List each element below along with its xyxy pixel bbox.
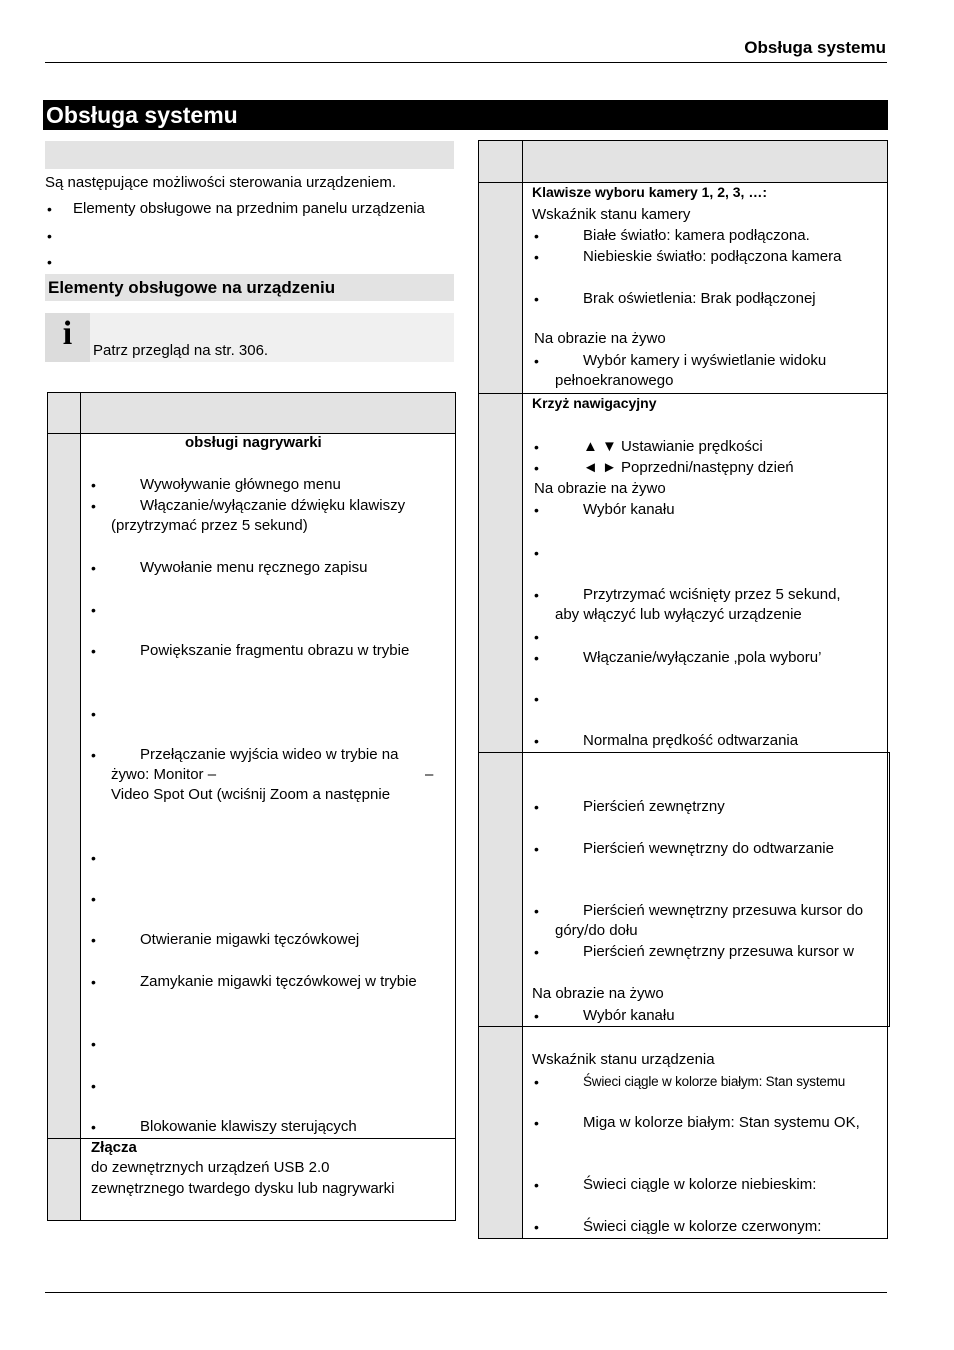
left-row1-title: obsługi nagrywarki: [185, 434, 322, 451]
right-row4-item2: Miga w kolorze białym: Stan systemu OK,: [583, 1114, 860, 1131]
right-row1-status: Wskaźnik stanu kamery: [532, 206, 691, 223]
bullet-dot: •: [534, 439, 539, 455]
left-row1-item7a: Przełączanie wyjścia wideo w trybie na: [140, 746, 399, 763]
bullet-dot: •: [91, 1119, 96, 1135]
bullet-dot: •: [534, 691, 539, 707]
right-table-header: [479, 141, 887, 182]
bullet-dot: •: [91, 850, 96, 866]
left-row1-item11: Zamykanie migawki tęczówkowej w trybie: [140, 973, 417, 990]
bullet-dot: •: [91, 932, 96, 948]
right-row2-item5b: aby włączyć lub wyłączyć urządzenie: [555, 606, 802, 623]
right-row3-item1: Pierścień zewnętrzny: [583, 798, 725, 815]
intro-bullet-1: Elementy obsługowe na przednim panelu urządzenia: [73, 200, 425, 217]
right-row2-title: Krzyż nawigacyjny: [532, 395, 657, 411]
right-row3-item3a: Pierścień wewnętrzny przesuwa kursor do: [583, 902, 864, 919]
right-row1-item1: Białe światło: kamera podłączona.: [583, 227, 810, 244]
bullet-dot: •: [534, 1115, 539, 1131]
bullet-dot: •: [91, 974, 96, 990]
left-row1-item3: Wywołanie menu ręcznego zapisu: [140, 559, 368, 576]
right-row3-item2: Pierścień wewnętrzny do odtwarzanie: [583, 840, 834, 857]
bullet-dot: •: [534, 545, 539, 561]
bullet-dot: •: [534, 460, 539, 476]
right-row3-item4: Pierścień zewnętrzny przesuwa kursor w: [583, 943, 854, 960]
right-row4-status: Wskaźnik stanu urządzenia: [532, 1051, 715, 1068]
right-row3-live: Na obrazie na żywo: [532, 985, 664, 1002]
right-row1-item4b: pełnoekranowego: [555, 372, 674, 389]
right-row2-item7: Włączanie/wyłączanie ‚pola wyboru’: [583, 649, 822, 666]
bullet-dot: •: [91, 498, 96, 514]
bullet-dot: •: [534, 650, 539, 666]
right-row2-item5a: Przytrzymać wciśnięty przez 5 sekund,: [583, 586, 841, 603]
right-row2-item2: ◄ ► Poprzedni/następny dzień: [583, 459, 794, 476]
left-row1-item7c: –: [425, 766, 434, 783]
bullet-dot: •: [91, 1078, 96, 1094]
bullet-dot: •: [47, 201, 52, 217]
bullet-dot: •: [534, 502, 539, 518]
intro-text: Są następujące możliwości sterowania urządzeniem.: [45, 174, 397, 191]
bullet-dot: •: [91, 1036, 96, 1052]
grey-heading-bar: [45, 141, 454, 169]
left-table-number-column: [48, 433, 80, 1220]
section-title: Obsługa systemu: [43, 100, 888, 130]
right-row2-live: Na obrazie na żywo: [534, 480, 666, 497]
right-row3-item5: Wybór kanału: [583, 1007, 675, 1024]
bullet-dot: •: [534, 799, 539, 815]
right-row4-item3: Świeci ciągle w kolorze niebieskim:: [583, 1176, 817, 1193]
left-row1-item1: Wywoływanie głównego menu: [140, 476, 341, 493]
bullet-dot: •: [91, 560, 96, 576]
right-row2-item3: Wybór kanału: [583, 501, 675, 518]
right-row1-item3: Brak oświetlenia: Brak podłączonej: [583, 290, 816, 307]
right-row2-item9: Normalna prędkość odtwarzania: [583, 732, 799, 749]
left-row2-line2: zewnętrznego twardego dysku lub nagrywarki: [91, 1180, 395, 1197]
bullet-dot: •: [534, 291, 539, 307]
bullet-dot: •: [534, 1074, 539, 1090]
right-row1-live: Na obrazie na żywo: [534, 330, 666, 347]
bullet-dot: •: [534, 841, 539, 857]
bullet-dot: •: [91, 602, 96, 618]
bullet-dot: •: [534, 587, 539, 603]
left-row1-item7b: żywo: Monitor –: [111, 766, 217, 783]
left-row1-item2b: (przytrzymać przez 5 sekund): [111, 517, 308, 534]
bullet-dot: •: [534, 1177, 539, 1193]
left-row1-item10: Otwieranie migawki tęczówkowej: [140, 931, 360, 948]
bullet-dot: •: [534, 249, 539, 265]
left-row1-item7d: Video Spot Out (wciśnij Zoom a następnie: [111, 786, 391, 803]
bullet-dot: •: [534, 1219, 539, 1235]
right-row4-item4: Świeci ciągle w kolorze czerwonym:: [583, 1218, 822, 1235]
bullet-dot: •: [47, 228, 52, 244]
bullet-dot: •: [91, 477, 96, 493]
bullet-dot: •: [91, 643, 96, 659]
right-row1-title: Klawisze wyboru kamery 1, 2, 3, …:: [532, 184, 767, 200]
info-icon: i: [45, 313, 90, 362]
bullet-dot: •: [534, 228, 539, 244]
left-row1-item5: Powiększanie fragmentu obrazu w trybie: [140, 642, 410, 659]
bullet-dot: •: [91, 747, 96, 763]
left-row2-title: Złącza: [91, 1139, 137, 1156]
right-row1-item2: Niebieskie światło: podłączona kamera: [583, 248, 842, 265]
bullet-dot: •: [534, 353, 539, 369]
bullet-dot: •: [91, 706, 96, 722]
subheading: Elementy obsługowe na urządzeniu: [45, 274, 454, 301]
right-table-number-column: [479, 182, 522, 1238]
bullet-dot: •: [534, 733, 539, 749]
bullet-dot: •: [91, 891, 96, 907]
running-head: Obsługa systemu: [744, 38, 886, 57]
right-row4-item1: Świeci ciągle w kolorze białym: Stan systemu: [583, 1074, 846, 1089]
header-rule: [45, 62, 887, 63]
bullet-dot: •: [534, 629, 539, 645]
left-row2-line1: do zewnętrznych urządzeń USB 2.0: [91, 1159, 330, 1176]
bullet-dot: •: [534, 944, 539, 960]
right-row2-item1: ▲ ▼ Ustawianie prędkości: [583, 438, 763, 455]
footer-rule: [45, 1292, 887, 1293]
right-row1-item4a: Wybór kamery i wyświetlanie widoku: [583, 352, 827, 369]
left-row1-item14: Blokowanie klawiszy sterujących: [140, 1118, 357, 1135]
left-row1-item2a: Włączanie/wyłączanie dźwięku klawiszy: [140, 497, 406, 514]
bullet-dot: •: [534, 1008, 539, 1024]
right-row3-item3b: góry/do dołu: [555, 922, 638, 939]
left-table-header: [48, 393, 455, 433]
bullet-dot: •: [47, 254, 52, 270]
info-text: Patrz przegląd na str. 306.: [93, 342, 269, 359]
bullet-dot: •: [534, 903, 539, 919]
